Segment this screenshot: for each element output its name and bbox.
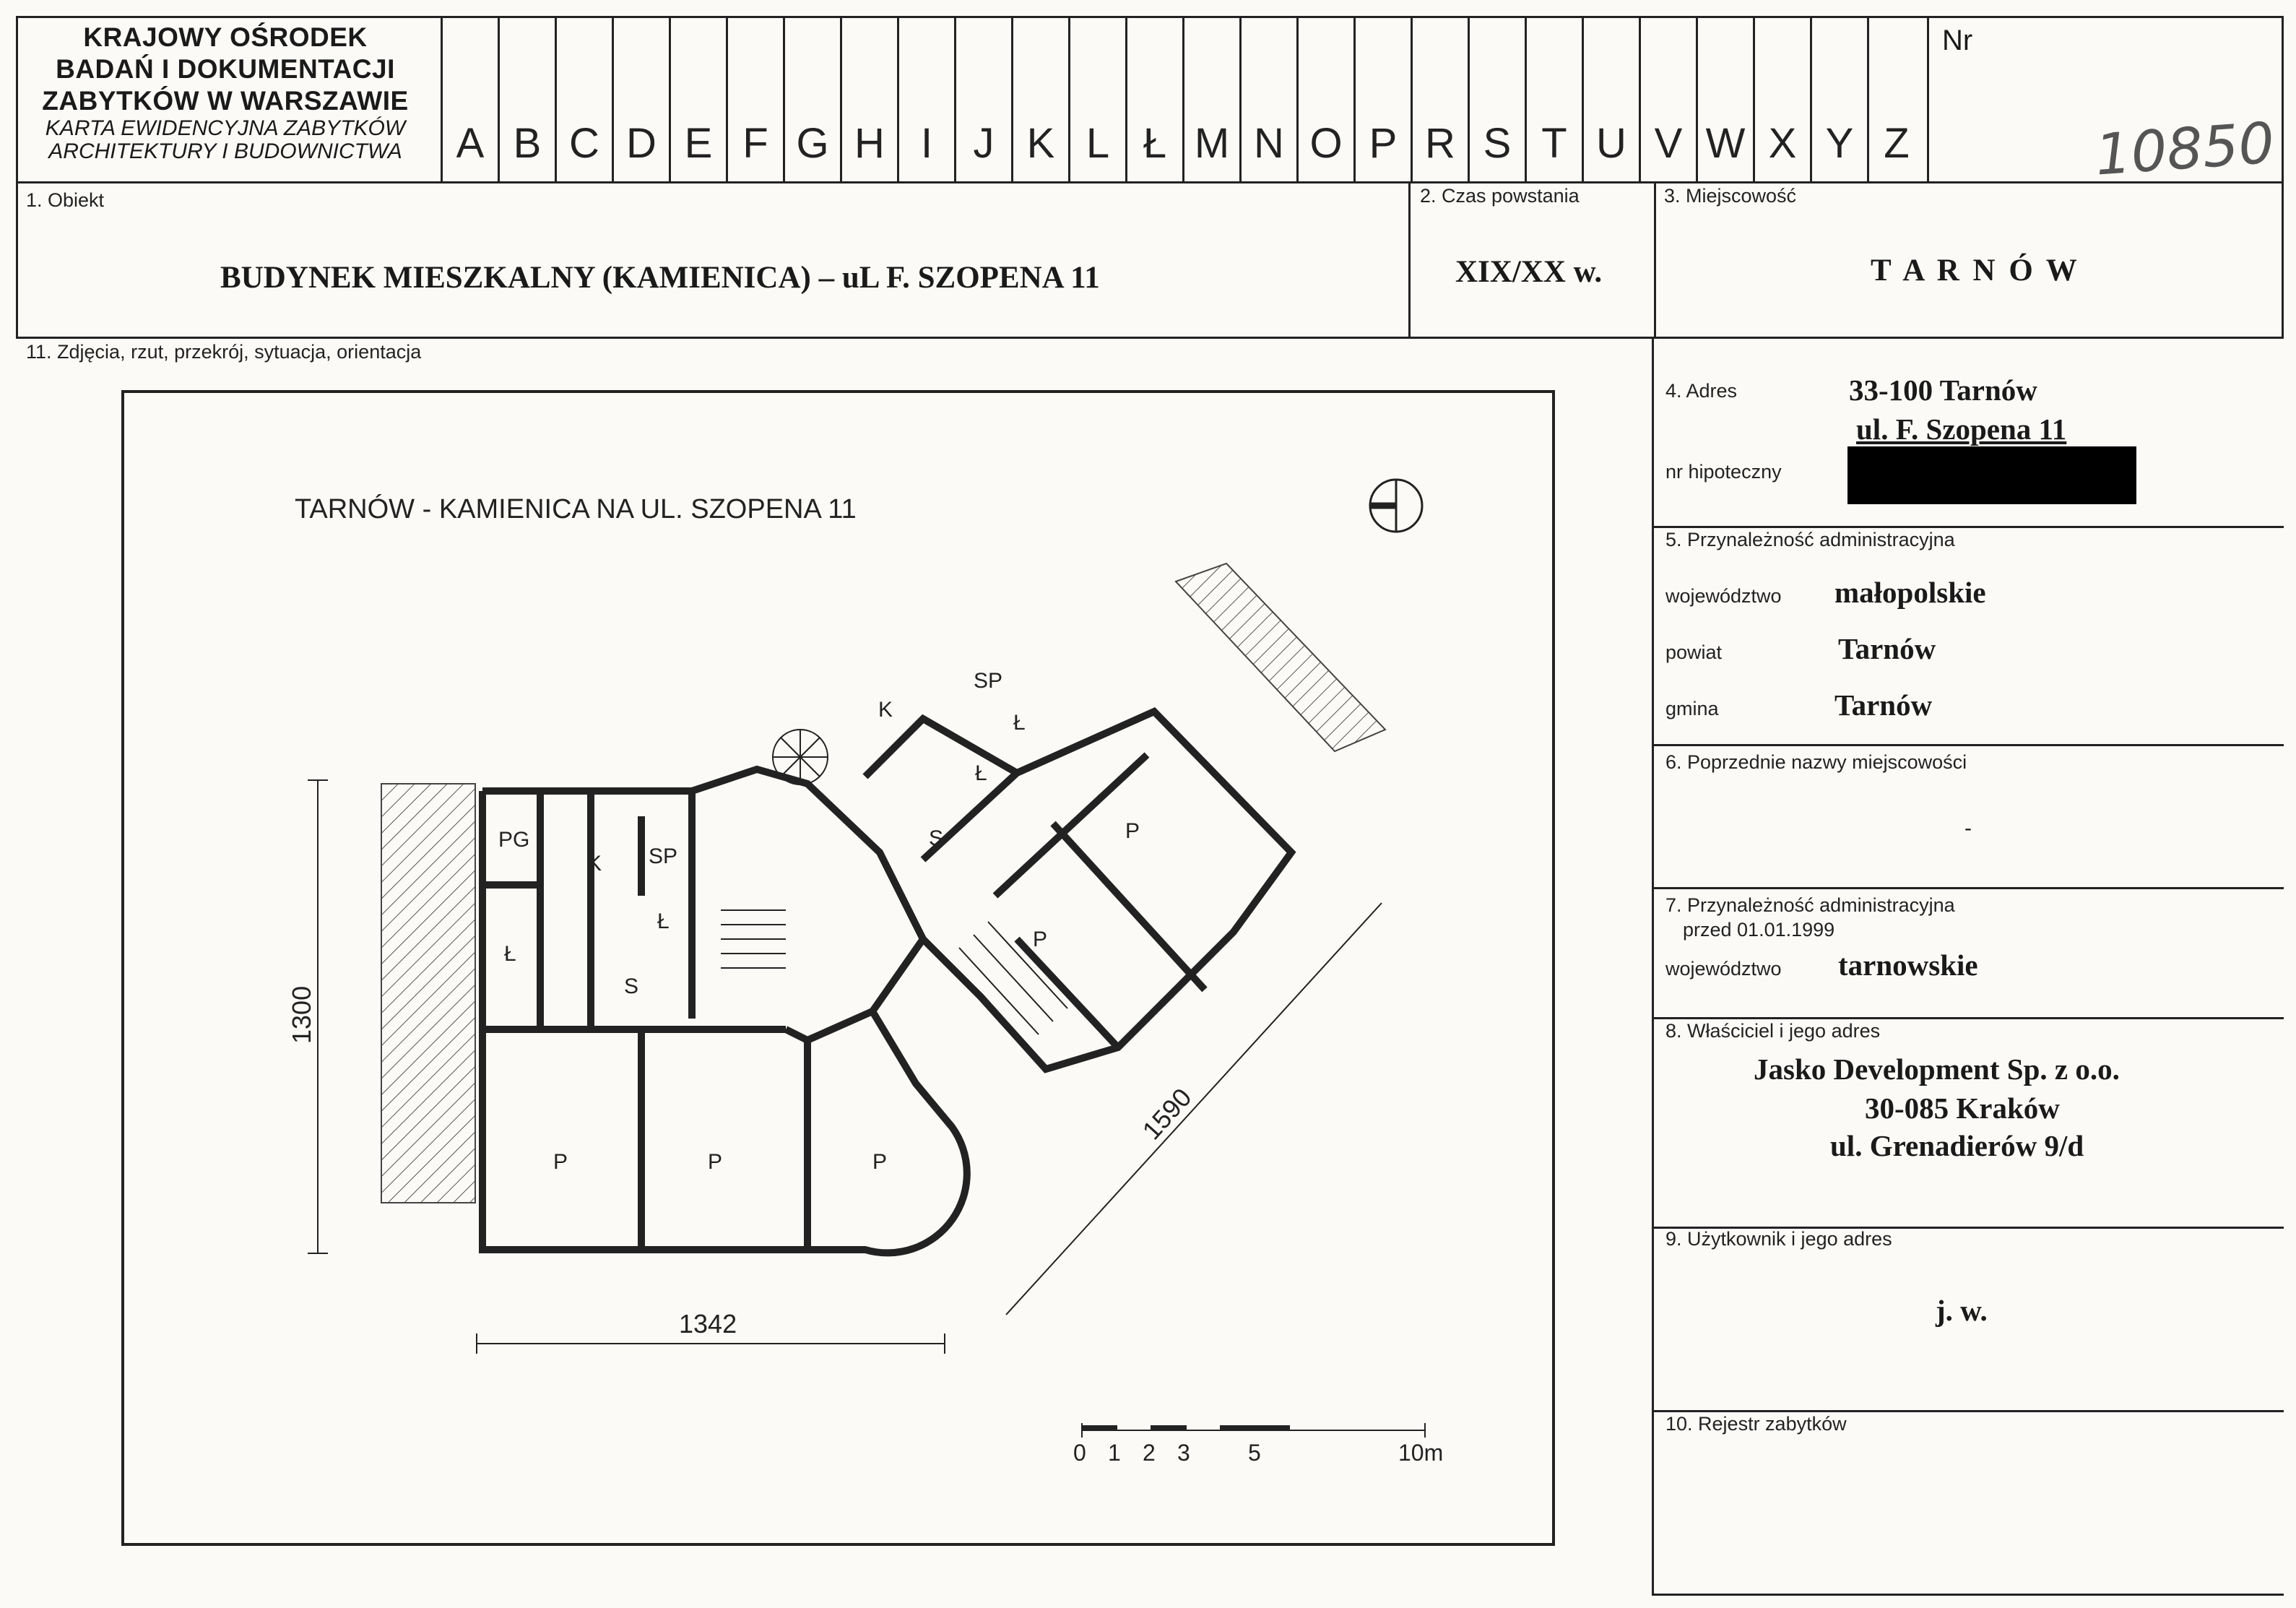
- letter-cell: V: [1639, 16, 1696, 182]
- scale-bar: [1082, 1423, 1425, 1438]
- wojewodztwo-value: małopolskie: [1834, 576, 1986, 609]
- room-label: SP: [649, 844, 678, 868]
- floor-plan-drawing: [121, 390, 1555, 1546]
- letter-cell: H: [840, 16, 897, 182]
- miejscowosc-value: T A R N Ó W: [1871, 254, 2080, 288]
- row-divider: [1652, 744, 2284, 746]
- miejscowosc-label: 3. Miejscowość: [1664, 185, 1797, 207]
- institution-line3: ZABYTKÓW W WARSZAWIE: [42, 86, 409, 116]
- room-label: PG: [498, 828, 530, 852]
- powiat-value: Tarnów: [1838, 632, 1936, 665]
- spiral-stair-icon: [773, 730, 828, 784]
- letter-cell: D: [612, 16, 669, 182]
- room-label: Ł: [1013, 711, 1026, 735]
- room-label: P: [1125, 819, 1140, 843]
- letter-cell: O: [1296, 16, 1353, 182]
- wlasciciel-line2: 30-085 Kraków: [1865, 1092, 2060, 1125]
- hipoteczny-label: nr hipoteczny: [1665, 461, 1782, 483]
- card-type-line2: ARCHITEKTURY I BUDOWNICTWA: [48, 139, 402, 163]
- letter-cell: P: [1353, 16, 1411, 182]
- north-arrow-icon: [1370, 480, 1422, 532]
- room-label: P: [553, 1150, 568, 1174]
- poprzednie-value: -: [1964, 816, 1972, 840]
- letter-cell: K: [1011, 16, 1068, 182]
- institution-block: [16, 16, 435, 182]
- dimension-diagonal: [1006, 903, 1382, 1315]
- letter-cell: L: [1068, 16, 1125, 182]
- letter-cell: B: [498, 16, 555, 182]
- adres-label: 4. Adres: [1665, 380, 1738, 402]
- letter-cell: E: [669, 16, 726, 182]
- obiekt-label: 1. Obiekt: [26, 189, 105, 211]
- czas-label: 2. Czas powstania: [1420, 185, 1580, 207]
- letter-cell: Z: [1867, 16, 1924, 182]
- adres-line2: ul. F. Szopena 11: [1856, 412, 2067, 446]
- divider: [1408, 183, 1411, 339]
- letter-cell: M: [1182, 16, 1239, 182]
- letter-cell: I: [897, 16, 954, 182]
- scale-tick: 0: [1073, 1440, 1086, 1466]
- letter-cell: X: [1753, 16, 1810, 182]
- row-divider: [1652, 887, 2284, 889]
- rejestr-label: 10. Rejestr zabytków: [1665, 1413, 1847, 1435]
- przynaleznosc-old-label-1: 7. Przynależność administracyjna: [1665, 894, 1955, 916]
- row-divider: [1652, 526, 2284, 528]
- scale-tick: 3: [1177, 1440, 1190, 1466]
- letter-cell: T: [1525, 16, 1582, 182]
- redaction-box: [1847, 446, 2136, 504]
- letter-cell: J: [954, 16, 1011, 182]
- dim-height-label: 1300: [287, 985, 316, 1044]
- gmina-value: Tarnów: [1834, 688, 1933, 722]
- hatched-party-wall: [381, 784, 475, 1203]
- row-divider: [1652, 1594, 2284, 1596]
- institution-line1: KRAJOWY OŚRODEK: [83, 22, 368, 52]
- uzytkownik-value: j. w.: [1936, 1294, 1988, 1327]
- wlasciciel-line1: Jasko Development Sp. z o.o.: [1754, 1052, 2120, 1086]
- czas-value: XIX/XX w.: [1455, 255, 1603, 289]
- dim-diagonal-label: 1590: [1136, 1082, 1197, 1146]
- przynaleznosc-old-label-2: przed 01.01.1999: [1683, 919, 1835, 941]
- letter-cell: R: [1411, 16, 1468, 182]
- gmina-label: gmina: [1665, 698, 1719, 719]
- room-label: Ł: [657, 909, 670, 933]
- letter-cell: C: [555, 16, 612, 182]
- room-label: Ł: [975, 761, 987, 785]
- wojewodztwo-old-label: województwo: [1665, 958, 1782, 980]
- letter-cell: W: [1696, 16, 1753, 182]
- room-label: S: [929, 826, 944, 850]
- room-label: Ł: [504, 942, 516, 966]
- uzytkownik-label: 9. Użytkownik i jego adres: [1665, 1228, 1892, 1250]
- row-divider: [1652, 1017, 2284, 1019]
- wlasciciel-label: 8. Właściciel i jego adres: [1665, 1020, 1881, 1042]
- wojewodztwo-old-value: tarnowskie: [1838, 948, 1978, 982]
- institution-line2: BADAŃ I DOKUMENTACJI: [56, 54, 395, 84]
- letter-cell: N: [1239, 16, 1296, 182]
- wlasciciel-line3: ul. Grenadierów 9/d: [1830, 1129, 2084, 1162]
- obiekt-value: BUDYNEK MIESZKALNY (KAMIENICA) – uL F. SZOPENA 11: [220, 261, 1100, 295]
- scale-tick: 2: [1143, 1440, 1156, 1466]
- row-divider: [1652, 1410, 2284, 1412]
- nr-value: 10850: [2093, 111, 2276, 189]
- letter-cell: U: [1582, 16, 1639, 182]
- wojewodztwo-label: województwo: [1665, 585, 1782, 607]
- room-label: P: [1033, 928, 1048, 951]
- nr-label: Nr: [1942, 25, 1973, 56]
- letter-cell: G: [783, 16, 840, 182]
- room-label: SP: [974, 669, 1003, 693]
- room-label: P: [872, 1150, 888, 1174]
- hatched-party-wall: [1176, 563, 1385, 751]
- letter-cell: A: [441, 16, 498, 182]
- dim-width-label: 1342: [679, 1309, 737, 1339]
- card-type-line1: KARTA EWIDENCYJNA ZABYTKÓW: [45, 116, 406, 140]
- przynaleznosc-label: 5. Przynależność administracyjna: [1665, 529, 1955, 550]
- room-label: K: [878, 698, 893, 722]
- scale-tick: 10m: [1398, 1440, 1444, 1466]
- drawing-title: TARNÓW - KAMIENICA NA UL. SZOPENA 11: [295, 494, 857, 524]
- nr-box: [1927, 16, 2284, 189]
- adres-line1: 33-100 Tarnów: [1849, 373, 2037, 407]
- room-label: S: [624, 974, 639, 998]
- room-label: K: [587, 852, 602, 876]
- scale-tick: 1: [1108, 1440, 1121, 1466]
- room-label: P: [708, 1150, 723, 1174]
- divider: [1654, 183, 1656, 339]
- letter-cell: S: [1468, 16, 1525, 182]
- powiat-label: powiat: [1665, 641, 1723, 663]
- letter-cell: F: [726, 16, 783, 182]
- zdjecia-label: 11. Zdjęcia, rzut, przekrój, sytuacja, orientacja: [26, 341, 422, 363]
- scale-tick: 5: [1248, 1440, 1261, 1466]
- letter-cell: Ł: [1125, 16, 1182, 182]
- poprzednie-label: 6. Poprzednie nazwy miejscowości: [1665, 751, 1967, 773]
- letter-cell: Y: [1810, 16, 1867, 182]
